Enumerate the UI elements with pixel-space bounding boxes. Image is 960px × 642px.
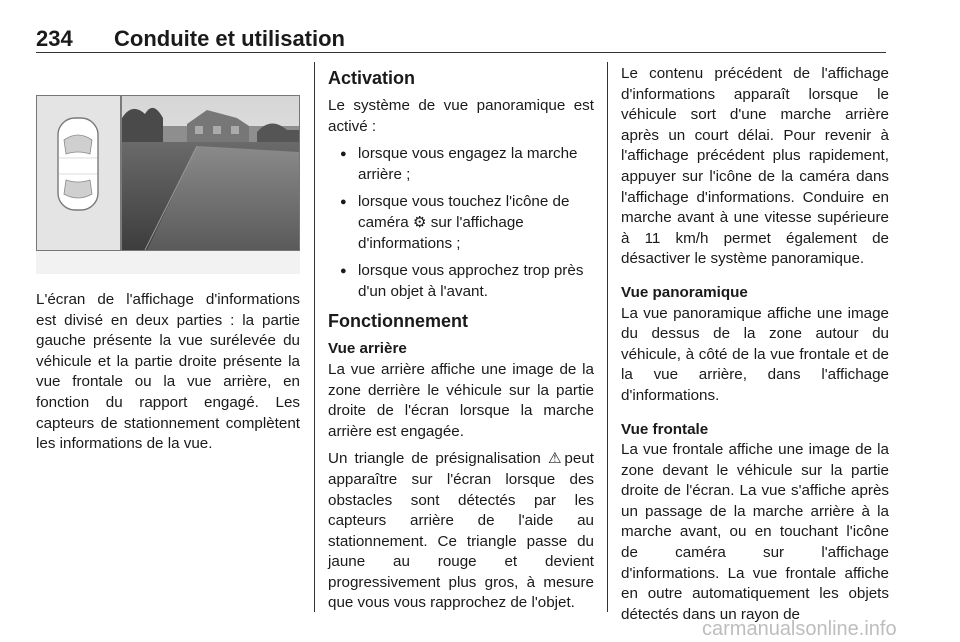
camera-display-illustration bbox=[37, 96, 299, 250]
column-divider bbox=[314, 62, 315, 612]
overhead-view-pane bbox=[37, 96, 121, 250]
vue-frontale-heading: Vue frontale bbox=[621, 420, 709, 438]
watermark: carmanualsonline.info bbox=[702, 618, 897, 640]
activation-intro: Le système de vue panoramique est activé : bbox=[328, 97, 594, 135]
camera-icon: ⚙ bbox=[412, 213, 427, 231]
rear-camera-pane bbox=[122, 96, 299, 250]
vue-arriere-text: La vue arrière affiche une image de la zone derrière le véhicule sur la partie droite de l'écran lorsque la marche arrière est engagée. bbox=[328, 360, 594, 440]
page-title: Conduite et utilisation bbox=[114, 26, 345, 51]
column-left bbox=[36, 290, 300, 462]
warning-triangle-icon: ⚠ bbox=[547, 450, 565, 468]
page-number: 234 bbox=[36, 26, 73, 51]
list-item: ● lorsque vous engagez la marche arrière ; bbox=[328, 144, 594, 185]
fonctionnement-heading: Fonctionnement bbox=[328, 311, 468, 332]
activation-heading: Activation bbox=[328, 68, 416, 88]
vue-arriere-heading: Vue arrière bbox=[328, 340, 407, 358]
intro-text: Le contenu précédent de l'affichage d'informations apparaît lorsque le véhicule sort d'une marche arrière après un court délai. Pour revenir à l'affichage précédent plus rapidement, appuyer sur l'icône de la caméra dans l'affichage d'informations. Conduire en marche avant à une vitesse supérieure à 11 km/h permet également de désactiver le système panoramique. bbox=[621, 65, 889, 268]
header-rule bbox=[36, 52, 886, 53]
activation-list bbox=[328, 144, 594, 302]
column-right bbox=[621, 64, 889, 632]
figure-caption: L'écran de l'affichage d'informations est divisé en deux parties : la partie gauche présente la vue surélevée du véhicule et la partie droite présente la vue frontale ou la vue arrière, en fonction du rapport engagé. Les capteurs de stationnement complètent les informations de la vue. bbox=[36, 291, 300, 453]
page-header bbox=[36, 26, 886, 52]
camera-display-figure bbox=[36, 95, 300, 251]
column-middle bbox=[328, 64, 594, 621]
figure-background bbox=[36, 249, 300, 274]
column-divider bbox=[607, 62, 608, 612]
vue-panoramique-text: La vue panoramique affiche une image du dessus de la zone autour du véhicule, à côté de la vue frontale et de la vue arrière, dans l'affichage d'informations. bbox=[621, 304, 889, 404]
vue-panoramique-heading: Vue panoramique bbox=[621, 283, 748, 301]
vue-frontale-text: La vue frontale affiche une image de la zone devant le véhicule sur la partie droite de l'écran. La vue s'affiche après un passage de la marche arrière à la marche avant, ou en touchant l'icône de caméra sur l'affichage d'informations. La vue frontale affiche en outre automatiquement les objets détectés dans un rayon de bbox=[621, 441, 889, 623]
triangle-paragraph: Un triangle de présignalisation ⚠peut apparaître sur l'écran lorsque des obstacles sont détectés par les capteurs arrière de l'aide au stationnement. Ce triangle passe du jaune au rouge et devient progressivement plus gros, à mesure que vous vous rapprochez de l'objet. bbox=[328, 450, 594, 612]
list-item: ● lorsque vous touchez l'icône de caméra ⚙ sur l'affichage d'informations ; bbox=[328, 192, 594, 254]
list-item: ● lorsque vous approchez trop près d'un objet à l'avant. bbox=[328, 261, 594, 302]
